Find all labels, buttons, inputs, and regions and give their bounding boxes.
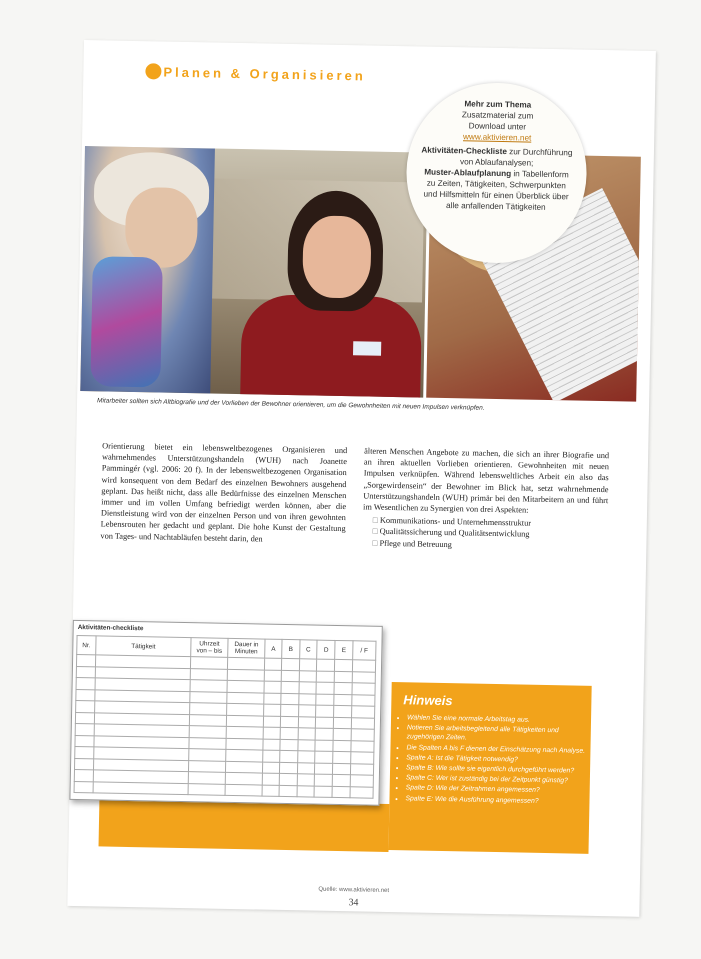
photo-caption: Mitarbeiter sollten sich Altbiografie und der Vorlieben der Bewohner orientieren, um die Gewohnheiten mit neuen Impulsen verknüpfen. (97, 397, 485, 412)
table-cell[interactable] (351, 694, 375, 706)
table-cell[interactable] (74, 758, 93, 770)
table-cell[interactable] (315, 751, 333, 763)
table-cell[interactable] (297, 739, 315, 751)
table-cell[interactable] (351, 706, 375, 718)
list-item: • Spalte E: Wie die Ausführung angemessen? (405, 794, 589, 807)
table-cell[interactable] (226, 738, 263, 750)
accent-strip (99, 798, 390, 852)
hinweis-list (397, 713, 591, 806)
table-cell[interactable] (335, 671, 352, 683)
download-link[interactable]: www.aktivieren.net (462, 132, 532, 143)
table-cell[interactable] (333, 751, 350, 763)
body-column-2-text: älteren Menschen Angebote zu machen, die sich an ihrer Biografie und an ihren aktuellen Vorlieben orientieren. Gewohnheiten mit neuen Impulsen verknüpfen. Während lebensweltliches Arbeit ein also das „Sorgewirdensein“ der Bewohner im Blick hat, setzt wahrnehmende Unterstützungshandeln (WUH) primär bei den Mitarbeitern an und führt im Wesentlichen zu Synergien von drei Aspekten: (363, 446, 610, 515)
table-cell[interactable] (190, 657, 227, 669)
table-cell[interactable] (281, 670, 298, 682)
table-cell[interactable] (279, 785, 296, 797)
table-cell[interactable] (262, 762, 279, 774)
table-cell[interactable] (280, 773, 297, 785)
table-cell[interactable] (280, 727, 297, 739)
col-uhrzeit: Uhrzeit von – bis (191, 638, 228, 658)
table-cell[interactable] (264, 681, 281, 693)
table-cell[interactable] (76, 677, 95, 689)
table-cell[interactable] (226, 726, 263, 738)
table-cell[interactable] (315, 740, 333, 752)
table-cell[interactable] (352, 683, 376, 695)
table-cell[interactable] (188, 760, 225, 772)
list-item: • Die Spalten A bis F dienen der Einschätzung nach Analyse. (406, 743, 590, 756)
list-item: • Notieren Sie arbeitsbegleitend alle Tätigkeiten und zugehörigen Zeiten. (407, 724, 591, 746)
footer-note: Quelle: www.aktivieren.net (318, 886, 390, 895)
table-cell[interactable] (190, 668, 227, 680)
col-a: A (265, 639, 283, 658)
table-cell[interactable] (227, 703, 264, 715)
table-cell[interactable] (334, 728, 351, 740)
table-cell[interactable] (225, 761, 262, 773)
table-cell[interactable] (227, 680, 264, 692)
list-item: □ Kommunikations- und Unternehmensstruktur (373, 515, 608, 531)
table-cell[interactable] (297, 751, 315, 763)
table-cell[interactable] (299, 659, 317, 671)
table-cell[interactable] (263, 727, 280, 739)
table-cell[interactable] (352, 671, 376, 683)
table-cell[interactable] (227, 657, 264, 669)
table-cell[interactable] (76, 654, 95, 666)
table-cell[interactable] (262, 773, 279, 785)
table-cell[interactable] (189, 714, 226, 726)
table-cell[interactable] (316, 717, 334, 729)
bubble-line1: Zusatzmaterial zum (461, 110, 534, 121)
table-cell[interactable] (316, 694, 334, 706)
table-cell[interactable] (225, 772, 262, 784)
table-cell[interactable] (226, 749, 263, 761)
checklist-table (74, 635, 377, 799)
table-cell[interactable] (282, 658, 299, 670)
table-cell[interactable] (281, 704, 298, 716)
table-cell[interactable] (226, 715, 263, 727)
table-cell[interactable] (314, 786, 332, 798)
table-cell[interactable] (264, 704, 281, 716)
table-cell[interactable] (317, 659, 335, 671)
table-cell[interactable] (281, 693, 298, 705)
table-cell[interactable] (335, 659, 352, 671)
table-cell[interactable] (280, 762, 297, 774)
table-cell[interactable] (350, 786, 374, 798)
table-cell[interactable] (281, 716, 298, 728)
table-cell[interactable] (298, 693, 316, 705)
col-b: B (282, 639, 300, 658)
table-cell[interactable] (299, 682, 317, 694)
table-cell[interactable] (315, 763, 333, 775)
table-cell[interactable] (298, 716, 316, 728)
table-cell[interactable] (264, 670, 281, 682)
list-item: □ Pflege und Betreuung (372, 537, 607, 553)
table-cell[interactable] (350, 763, 374, 775)
item2-bold: Muster-Ablaufplanung (424, 167, 512, 179)
table-cell[interactable] (281, 681, 298, 693)
table-cell[interactable] (262, 785, 279, 797)
table-cell[interactable] (75, 723, 94, 735)
table-cell[interactable] (334, 682, 351, 694)
table-cell[interactable] (75, 735, 94, 747)
col-nr: Nr. (77, 635, 96, 654)
table-cell[interactable] (350, 775, 374, 787)
table-cell[interactable] (333, 763, 350, 775)
table-cell[interactable] (188, 772, 225, 784)
checklist-title: Aktivitäten-checkliste (77, 623, 144, 633)
table-cell[interactable] (351, 717, 375, 729)
table-cell[interactable] (334, 694, 351, 706)
list-item: • Spalte B: Wie sollte sie eigentlich durchgeführt werden? (406, 763, 590, 776)
table-cell[interactable] (334, 705, 351, 717)
table-cell[interactable] (350, 752, 374, 764)
table-cell[interactable] (298, 705, 316, 717)
table-cell[interactable] (297, 774, 315, 786)
table-cell[interactable] (351, 740, 375, 752)
table-cell[interactable] (298, 728, 316, 740)
section-dot-icon (145, 63, 161, 79)
table-cell[interactable] (317, 671, 335, 683)
table-cell[interactable] (264, 693, 281, 705)
section-header (145, 63, 366, 83)
table-cell[interactable] (297, 785, 315, 797)
table-cell[interactable] (75, 746, 94, 758)
hinweis-box (389, 682, 592, 854)
table-cell[interactable] (315, 774, 333, 786)
table-cell[interactable] (75, 712, 94, 724)
table-cell[interactable] (74, 781, 93, 793)
table-cell[interactable] (263, 739, 280, 751)
col-dauer: Dauer in Minuten (228, 638, 265, 658)
table-cell[interactable] (93, 781, 188, 794)
table-cell[interactable] (333, 740, 350, 752)
page-number: 34 (348, 897, 359, 909)
table-cell[interactable] (334, 717, 351, 729)
table-cell[interactable] (316, 705, 334, 717)
table-cell[interactable] (333, 774, 350, 786)
table-cell[interactable] (264, 658, 281, 670)
col-f: / F (352, 641, 376, 660)
body-column-2 (362, 445, 609, 553)
col-d: D (317, 640, 335, 659)
list-item: • Spalte C: Wer ist zuständig bei der Zeitpunkt günstig? (406, 774, 590, 787)
col-taetigkeit: Tätigkeit (96, 636, 191, 657)
table-cell[interactable] (316, 728, 334, 740)
table-cell[interactable] (316, 682, 334, 694)
bubble-line2: Download unter (468, 121, 527, 132)
table-cell[interactable] (189, 749, 226, 761)
table-cell[interactable] (227, 692, 264, 704)
list-item: • Spalte D: Wie der Zeitrahmen angemessen? (406, 784, 590, 797)
table-cell[interactable] (188, 783, 225, 795)
table-cell[interactable] (190, 703, 227, 715)
table-cell[interactable] (263, 716, 280, 728)
item1-bold: Aktivitäten-Checkliste (421, 145, 508, 157)
item2-rest: in Tabellenform zu Zeiten, Tätigkeiten, Schwerpunkten und Hilfsmitteln für einen Überblick über alle anfallenden Tätigkeiten (423, 169, 569, 212)
section-title: Planen & Organisieren (163, 64, 366, 84)
bubble-heading: Mehr zum Thema (464, 99, 532, 110)
body-column-1: Orientierung bietet ein lebensweltbezogenes Organisieren und wahrnehmendes Unterstützungshandeln (WUH) nach Joanette Pammingér (vgl. 2006: 20 f). In der lebensweltbezogenen Organisation wird konsequent von dem Bedarf des einzelnen Bewohners ausgehend geplant. Das heißt nicht, dass alle Bedürfnisse des einzelnen Menschen immer und im vollen Umfang befriedigt werden können, aber die Dienstleistung wird von der einzelnen Person und von ihren gewohnten Lebensrouten her gedacht und geplant. Die hohe Kunst der Gestaltung von Tages- und Nachtabläufen besteht darin, den (100, 441, 348, 544)
table-cell[interactable] (299, 670, 317, 682)
hinweis-title: Hinweis (403, 692, 453, 709)
checklist-body (74, 654, 376, 798)
table-cell[interactable] (189, 737, 226, 749)
table-cell[interactable] (189, 726, 226, 738)
table-cell[interactable] (76, 700, 95, 712)
table-cell[interactable] (225, 784, 262, 796)
aspect-list (362, 515, 608, 553)
list-item: • Spalte A: Ist die Tätigkeit notwendig? (406, 753, 590, 766)
table-cell[interactable] (263, 750, 280, 762)
item1-rest: zur Durchführung von Ablaufanalysen; (459, 147, 573, 168)
table-cell[interactable] (190, 691, 227, 703)
col-e: E (335, 640, 353, 659)
activity-checklist (69, 620, 382, 806)
table-cell[interactable] (280, 739, 297, 751)
list-item: □ Qualitätssicherung und Qualitätsentwicklung (373, 526, 608, 542)
table-cell[interactable] (76, 689, 95, 701)
table-cell[interactable] (280, 750, 297, 762)
table-cell[interactable] (74, 769, 93, 781)
table-cell[interactable] (190, 680, 227, 692)
table-cell[interactable] (351, 729, 375, 741)
table-cell[interactable] (227, 669, 264, 681)
table-cell[interactable] (332, 786, 349, 798)
table-cell[interactable] (297, 762, 315, 774)
table-cell[interactable] (352, 660, 376, 672)
table-cell[interactable] (76, 666, 95, 678)
list-item: • Wählen Sie eine normale Arbeitstag aus. (407, 713, 591, 726)
magazine-page (67, 40, 656, 917)
col-c: C (299, 640, 317, 659)
photo-nurse-with-resident (80, 146, 428, 398)
